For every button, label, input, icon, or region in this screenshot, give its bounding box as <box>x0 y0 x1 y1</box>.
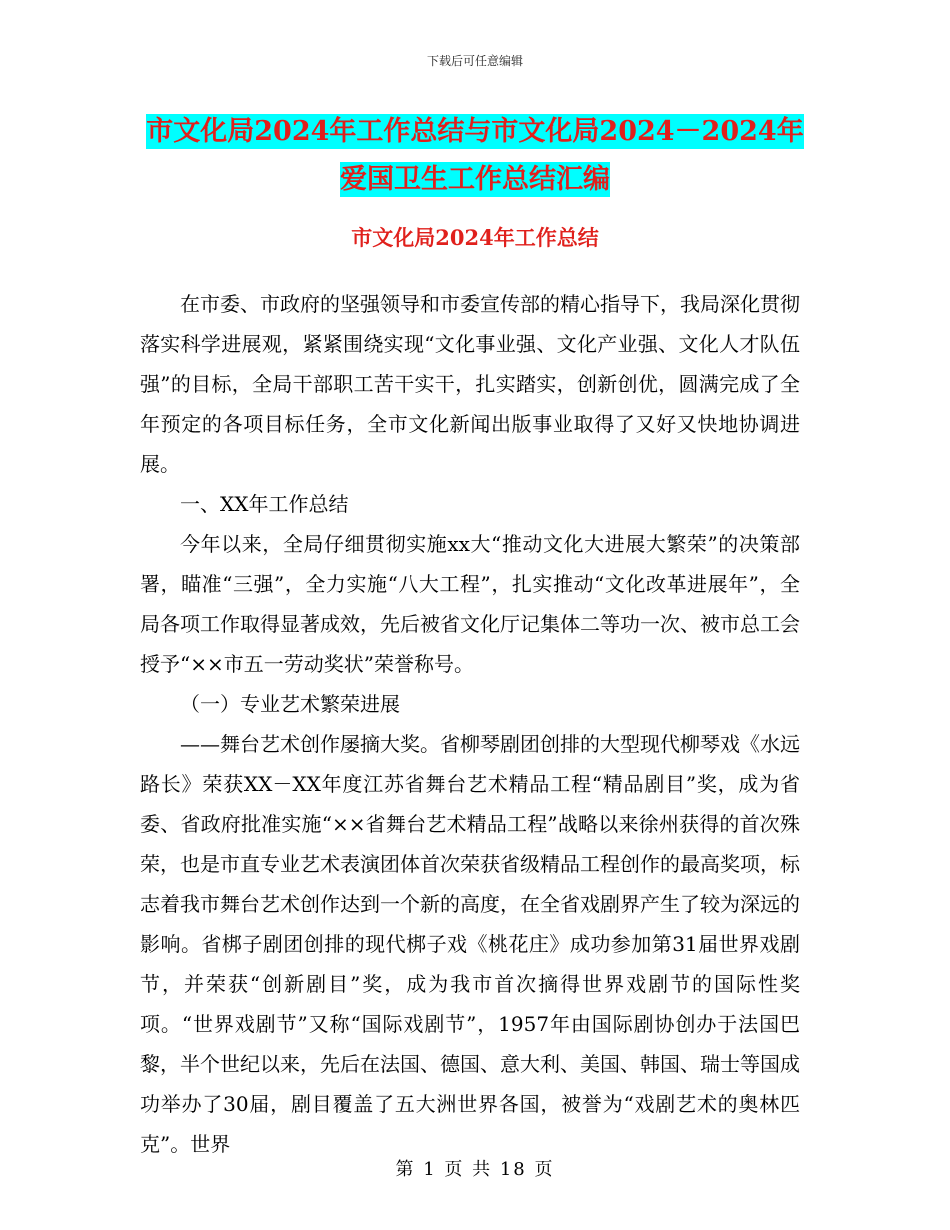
main-title-line-1: 市文化局2024年工作总结与市文化局2024－2024年 <box>146 116 804 147</box>
page-footer: 第 1 页 共 18 页 <box>395 1159 555 1180</box>
main-title-line-2: 爱国卫生工作总结汇编 <box>340 164 610 195</box>
paragraph-intro: 在市委、市政府的坚强领导和市委宣传部的精心指导下，我局深化贯彻落实科学进展观，紧紧围绕实现“文化事业强、文化产业强、文化人才队伍强”的目标，全局干部职工苦干实干，扎实踏实，创新创优，圆满完成了全年预定的各项目标任务，全市文化新闻出版事业取得了又好又快地协调进展。 <box>140 292 800 476</box>
heading-part-one: 一、XX年工作总结 <box>180 492 349 516</box>
paragraph-stage-arts: ——舞台艺术创作屡摘大奖。省柳琴剧团创排的大型现代柳琴戏《水远路长》荣获XX－XX年度江苏省舞台艺术精品工程“精品剧目”奖，成为省委、省政府批准实施“××省舞台艺术精品工程”战略以来徐州获得的首次殊荣，也是市直专业艺术表演团体首次荣获省级精品工程创作的最高奖项，标志着我市舞台艺术创作达到一个新的高度，在全省戏剧界产生了较为深远的影响。省梆子剧团创排的现代梆子戏《桃花庄》成功参加第31届世界戏剧节，并荣获“创新剧目”奖，成为我市首次摘得世界戏剧节的国际性奖项。“世界戏剧节”又称“国际戏剧节”，1957年由国际剧协创办于法国巴黎，半个世纪以来，先后在法国、德国、意大利、美国、韩国、瑞士等国成功举办了30届，剧目覆盖了五大洲世界各国，被誉为“戏剧艺术的奥林匹克”。世界 <box>140 732 800 1156</box>
header-note: 下载后可任意编辑 <box>426 54 523 68</box>
document-body <box>140 284 800 1164</box>
paragraph-summary: 今年以来，全局仔细贯彻实施xx大“推动文化大进展大繁荣”的决策部署，瞄准“三强”，全力实施“八大工程”，扎实推动“文化改革进展年”，全局各项工作取得显著成效，先后被省文化厅记集体二等功一次、被市总工会授予“××市五一劳动奖状”荣誉称号。 <box>140 532 800 676</box>
subheading-arts: （一）专业艺术繁荣进展 <box>180 692 400 716</box>
main-title <box>120 108 830 204</box>
section-title: 市文化局2024年工作总结 <box>351 225 599 250</box>
